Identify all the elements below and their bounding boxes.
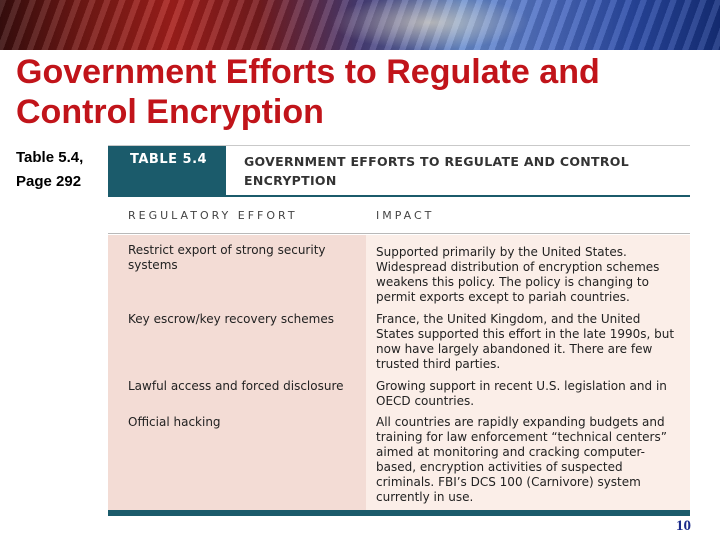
row-4-impact: All countries are rapidly expanding budgets and training for law enforcement “technical centers” aimed at monitoring and cracking computer-based, encryption activities of suspected criminals. FBI’s DCS 100 (Carnivore) system currently in use.	[376, 415, 667, 504]
header-banner-image	[0, 0, 720, 50]
banner-highlight	[330, 0, 530, 50]
column-header-impact: IMPACT	[376, 209, 435, 222]
table-figure	[108, 145, 690, 516]
page-number: 10	[676, 518, 691, 534]
row-1-impact: Supported primarily by the United States. Widespread distribution of encryption schemes weakens this policy. The policy is changing to permit exports except to pariah countries.	[376, 245, 660, 304]
row-4-effort: Official hacking	[128, 415, 221, 429]
column-header-effort: REGULATORY EFFORT	[128, 209, 298, 222]
table-header-band	[108, 145, 690, 195]
table-title: GOVERNMENT EFFORTS TO REGULATE AND CONTROL ENCRYPTION	[244, 154, 629, 188]
row-3-impact: Growing support in recent U.S. legislation and in OECD countries.	[376, 379, 667, 408]
row-1-effort: Restrict export of strong security systems	[128, 243, 326, 272]
row-2-impact: France, the United Kingdom, and the United States supported this effort in the late 1990s, but now have largely abandoned it. There are few trusted third parties.	[376, 312, 675, 371]
table-bottom-rule	[108, 510, 690, 516]
header-divider	[108, 233, 690, 234]
table-reference: Table 5.4, Page 292	[16, 149, 84, 190]
table-number-label: TABLE 5.4	[108, 146, 226, 196]
slide-title: Government Efforts to Regulate and Control Encryption	[16, 53, 600, 131]
column-header-row	[108, 195, 690, 235]
row-2-effort: Key escrow/key recovery schemes	[128, 312, 334, 326]
row-3-effort: Lawful access and forced disclosure	[128, 379, 344, 393]
